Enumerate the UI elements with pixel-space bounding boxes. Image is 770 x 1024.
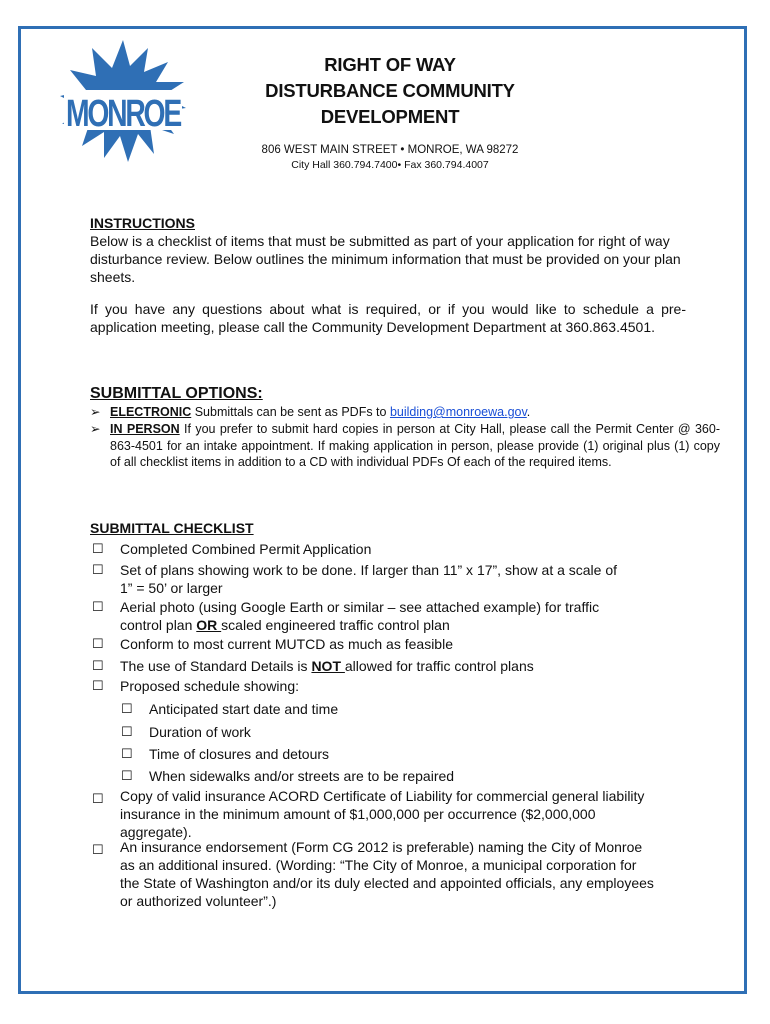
checkbox[interactable]: ☐ — [92, 678, 104, 693]
electronic-text: Submittals can be sent as PDFs to — [191, 405, 390, 419]
arrow-bullet-icon: ➢ — [90, 405, 101, 419]
checkbox[interactable]: ☐ — [121, 746, 133, 761]
checkbox[interactable]: ☐ — [92, 599, 104, 614]
electronic-label: ELECTRONIC — [110, 405, 192, 419]
instructions-heading-text: INSTRUCTIONS — [90, 215, 195, 231]
checkbox[interactable]: ☐ — [92, 791, 104, 806]
checklist-item-4 — [92, 635, 712, 653]
schedule-sub-item-4 — [121, 767, 701, 785]
address: 806 WEST MAIN STREET • MONROE, WA 98272 — [261, 144, 519, 156]
checklist-item-text: Set of plans showing work to be done. If larger than 11” x 17”, show at a scale of — [120, 562, 618, 578]
or-emphasis: OR — [196, 617, 222, 633]
option-in-person — [90, 421, 720, 471]
submittal-options-heading — [90, 384, 690, 403]
monroe-logo — [58, 38, 188, 168]
checklist-item-2 — [92, 561, 712, 597]
checklist-item-text: Proposed schedule showing: — [120, 678, 300, 694]
checkbox[interactable]: ☐ — [92, 636, 104, 651]
checklist-item-text: Completed Combined Permit Application — [120, 541, 372, 557]
checkbox[interactable]: ☐ — [121, 768, 133, 783]
checklist-item-text: scaled engineered traffic control plan — [221, 617, 450, 633]
instructions-heading — [90, 214, 690, 232]
checklist-item-text: insurance in the minimum amount of $1,000,000 per occurrence ($2,000,000 — [120, 806, 596, 822]
schedule-sub-item-1 — [121, 700, 701, 718]
instructions-paragraph-1: Below is a checklist of items that must be submitted as part of your application for right of way disturbance review. Below outlines the minimum information that must be provided on your plan sheets. — [90, 233, 681, 285]
arrow-bullet-icon: ➢ — [90, 422, 101, 436]
option-electronic — [90, 404, 720, 421]
schedule-sub-item-2 — [121, 723, 701, 741]
checkbox[interactable]: ☐ — [121, 724, 133, 739]
checklist-item-text: An insurance endorsement (Form CG 2012 is preferable) naming the City of Monroe — [120, 839, 643, 855]
schedule-sub-item-3 — [121, 745, 701, 763]
submittal-options-heading-text: SUBMITTAL OPTIONS: — [90, 385, 263, 402]
logo-text: MONROE — [66, 93, 182, 135]
checklist-item-text: allowed for traffic control plans — [344, 658, 534, 674]
checkbox[interactable]: ☐ — [121, 701, 133, 716]
title-line-1: RIGHT OF WAY — [324, 54, 456, 75]
checklist-item-text: Aerial photo (using Google Earth or similar – see attached example) for traffic — [120, 599, 600, 615]
checklist-item-1 — [92, 540, 712, 558]
checklist-item-text: as an additional insured. (Wording: “The City of Monroe, a municipal corporation for — [120, 857, 637, 873]
checklist-item-5 — [92, 657, 712, 675]
checklist-item-text: The use of Standard Details is — [120, 658, 312, 674]
checklist-item-text: control plan — [120, 617, 197, 633]
in-person-text: If you prefer to submit hard copies in person at City Hall, please call the Permit Center @ 360-863-4501 for an intake appointment. If making application in person, please provide (1) original plus (1) copy of all checklist items in addition to a CD with individual PDFs Of each of the required items. — [110, 422, 720, 469]
in-person-label: IN PERSON — [110, 422, 180, 436]
electronic-end: . — [526, 405, 531, 419]
checklist-item-text: the State of Washington and/or its duly elected and appointed officials, any employees — [120, 875, 654, 891]
checklist-item-text: Copy of valid insurance ACORD Certificate of Liability for commercial general liability — [120, 788, 645, 804]
title-line-2: DISTURBANCE COMMUNITY — [265, 80, 515, 101]
checklist-item-text: Anticipated start date and time — [149, 701, 339, 717]
checklist-item-6 — [92, 677, 712, 695]
checklist-item-text: Time of closures and detours — [149, 746, 330, 762]
checkbox[interactable]: ☐ — [92, 658, 104, 673]
phone-fax: City Hall 360.794.7400• Fax 360.794.4007 — [291, 159, 489, 171]
checklist-item-7 — [92, 787, 722, 841]
checklist-item-text: aggregate). — [120, 824, 192, 840]
checklist-item-text: Conform to most current MUTCD as much as feasible — [120, 636, 453, 652]
checklist-item-text: Duration of work — [149, 724, 251, 740]
checklist-item-3 — [92, 598, 712, 634]
checkbox[interactable]: ☐ — [92, 842, 104, 857]
checkbox[interactable]: ☐ — [92, 541, 104, 556]
instructions-paragraph-2: If you have any questions about what is required, or if you would like to schedule a pre-application meeting, please call the Community Development Department at 360.863.4501. — [90, 301, 686, 335]
checkbox[interactable]: ☐ — [92, 562, 104, 577]
checklist-item-text: 1” = 50’ or larger — [120, 580, 223, 596]
email-link[interactable]: building@monroewa.gov — [389, 405, 527, 419]
checklist-heading-text: SUBMITTAL CHECKLIST — [90, 520, 254, 536]
title-line-3: DEVELOPMENT — [320, 106, 460, 127]
not-emphasis: NOT — [311, 658, 345, 674]
checklist-item-text: When sidewalks and/or streets are to be repaired — [149, 768, 455, 784]
checklist-heading — [90, 519, 690, 537]
title-block — [200, 52, 580, 171]
checklist-item-8 — [92, 838, 722, 910]
checklist-item-text: or authorized volunteer”.) — [120, 893, 277, 909]
